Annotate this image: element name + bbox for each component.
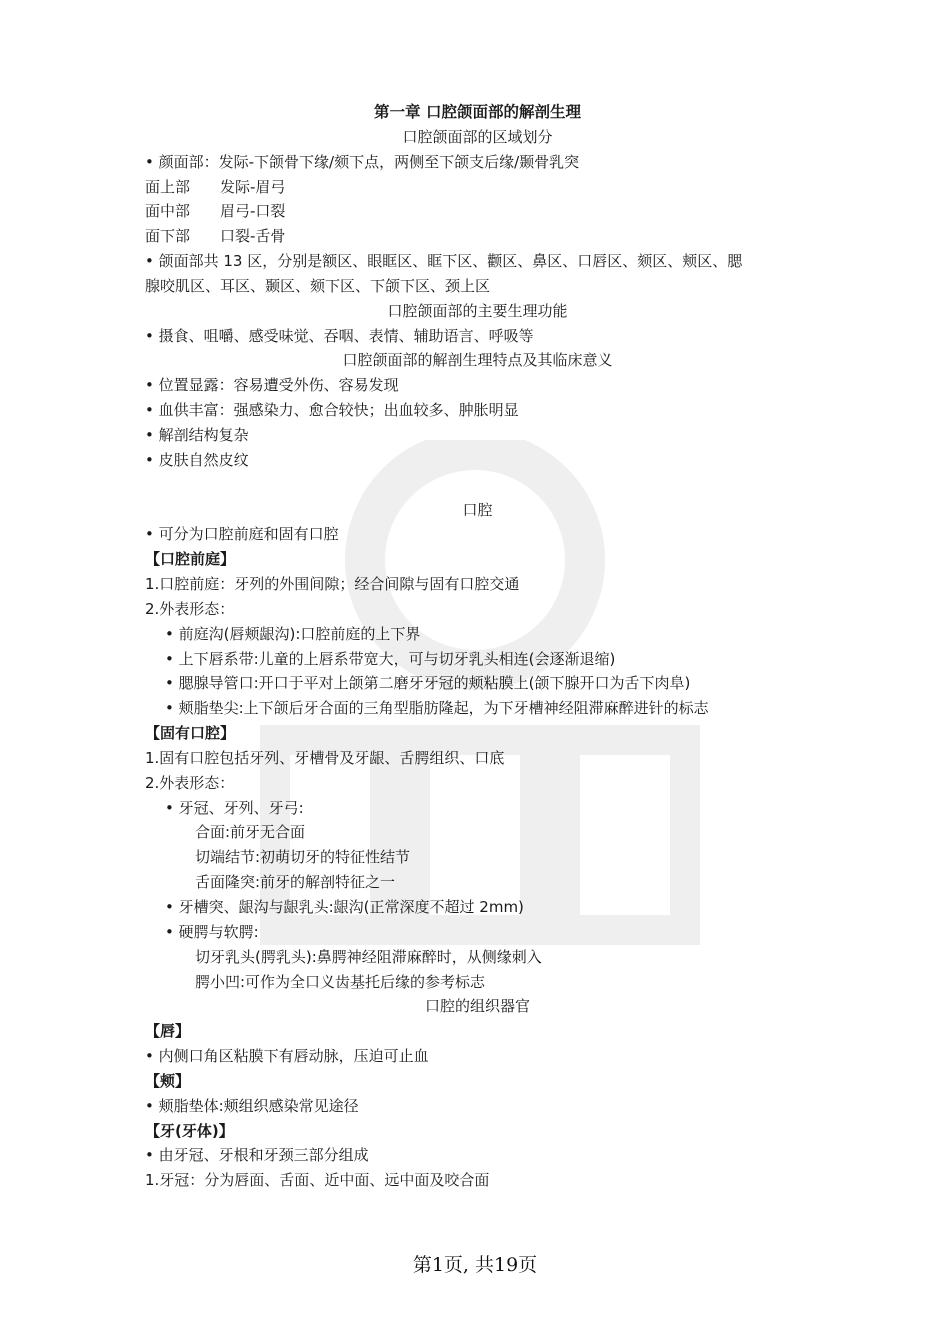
paragraph: 2.外表形态：: [145, 599, 235, 618]
spacer: [145, 473, 810, 498]
section-heading: 口腔颌面部的主要生理功能: [387, 301, 568, 320]
bullet: • 摄食、咀嚼、感受味觉、吞咽、表情、辅助语言、呼吸等: [145, 326, 534, 345]
paragraph: 1.口腔前庭：牙列的外围间隙；经合间隙与固有口腔交通: [145, 575, 520, 594]
sub-item: 腭小凹:可作为全口义齿基托后缘的参考标志: [195, 972, 486, 991]
bullet: • 牙冠、牙列、牙弓:: [165, 798, 304, 817]
bullet: • 位置显露：容易遭受外伤、容易发现: [145, 376, 399, 395]
bullet: • 前庭沟(唇颊龈沟):口腔前庭的上下界: [165, 624, 421, 643]
region-row: [145, 199, 810, 224]
section-heading: 口腔的组织器官: [424, 997, 530, 1016]
sub-item: 舌面隆突:前牙的解剖特征之一: [195, 873, 396, 892]
region-row: [145, 175, 810, 200]
region-row: [145, 224, 810, 249]
bullet: • 血供丰富：强感染力、愈合较快；出血较多、肿胀明显: [145, 401, 519, 420]
subsection-tag: 【唇】: [145, 1022, 191, 1041]
region-value: 口裂-舌骨: [220, 227, 286, 246]
bullet-continuation: 腺咬肌区、耳区、颞区、颏下区、下颌下区、颈上区: [145, 276, 491, 295]
region-key: 面中部: [145, 202, 191, 221]
bullet: • 颊脂垫尖:上下颌后牙合面的三角型脂肪隆起，为下牙槽神经阻滞麻醉进针的标志: [165, 699, 709, 718]
region-value: 眉弓-口裂: [220, 202, 286, 221]
sub-item: 切端结节:初萌切牙的特征性结节: [195, 848, 411, 867]
bullet: • 颌面部共 13 区，分别是额区、眼眶区、眶下区、颧区、鼻区、口唇区、颏区、颊区、腮: [145, 252, 743, 271]
region-key: 面上部: [145, 177, 191, 196]
section-heading: 口腔颌面部的区域划分: [402, 127, 553, 146]
section-heading: 口腔颌面部的解剖生理特点及其临床意义: [342, 351, 613, 370]
bullet: • 解剖结构复杂: [145, 425, 249, 444]
bullet: • 上下唇系带:儿童的上唇系带宽大，可与切牙乳头相连(会逐渐退缩): [165, 649, 616, 668]
paragraph: 1.牙冠：分为唇面、舌面、近中面、远中面及咬合面: [145, 1171, 490, 1190]
chapter-title: 第一章 口腔颌面部的解剖生理: [374, 103, 581, 121]
sub-item: 合面:前牙无合面: [195, 823, 306, 842]
paragraph: 1.固有口腔包括牙列、牙槽骨及牙龈、舌腭组织、口底: [145, 748, 505, 767]
page-number: 第1页, 共19页: [412, 1254, 538, 1276]
subsection-tag: 【牙(牙体)】: [145, 1121, 234, 1140]
bullet: • 牙槽突、龈沟与龈乳头:龈沟(正常深度不超过 2mm): [165, 898, 524, 916]
subsection-tag: 【口腔前庭】: [145, 550, 236, 569]
sub-item: 切牙乳头(腭乳头):鼻腭神经阻滞麻醉时，从侧缘刺入: [195, 947, 542, 966]
bullet: • 可分为口腔前庭和固有口腔: [145, 525, 339, 544]
subsection-tag: 【颊】: [145, 1071, 191, 1090]
subsection-tag: 【固有口腔】: [145, 724, 236, 743]
document-page: [145, 100, 810, 1193]
section-heading: 口腔: [462, 500, 493, 519]
bullet: • 腮腺导管口:开口于平对上颌第二磨牙牙冠的颊粘膜上(颌下腺开口为舌下肉阜): [165, 674, 691, 693]
bullet: • 内侧口角区粘膜下有唇动脉，压迫可止血: [145, 1047, 429, 1066]
paragraph: 2.外表形态：: [145, 773, 235, 792]
region-key: 面下部: [145, 227, 191, 246]
region-value: 发际-眉弓: [220, 177, 286, 196]
bullet: • 硬腭与软腭:: [165, 922, 259, 941]
bullet: • 颜面部：发际-下颌骨下缘/颏下点，两侧至下颌支后缘/颞骨乳突: [145, 152, 580, 171]
bullet: • 皮肤自然皮纹: [145, 450, 249, 469]
bullet: • 颊脂垫体:颊组织感染常见途径: [145, 1096, 359, 1115]
bullet: • 由牙冠、牙根和牙颈三部分组成: [145, 1146, 369, 1165]
